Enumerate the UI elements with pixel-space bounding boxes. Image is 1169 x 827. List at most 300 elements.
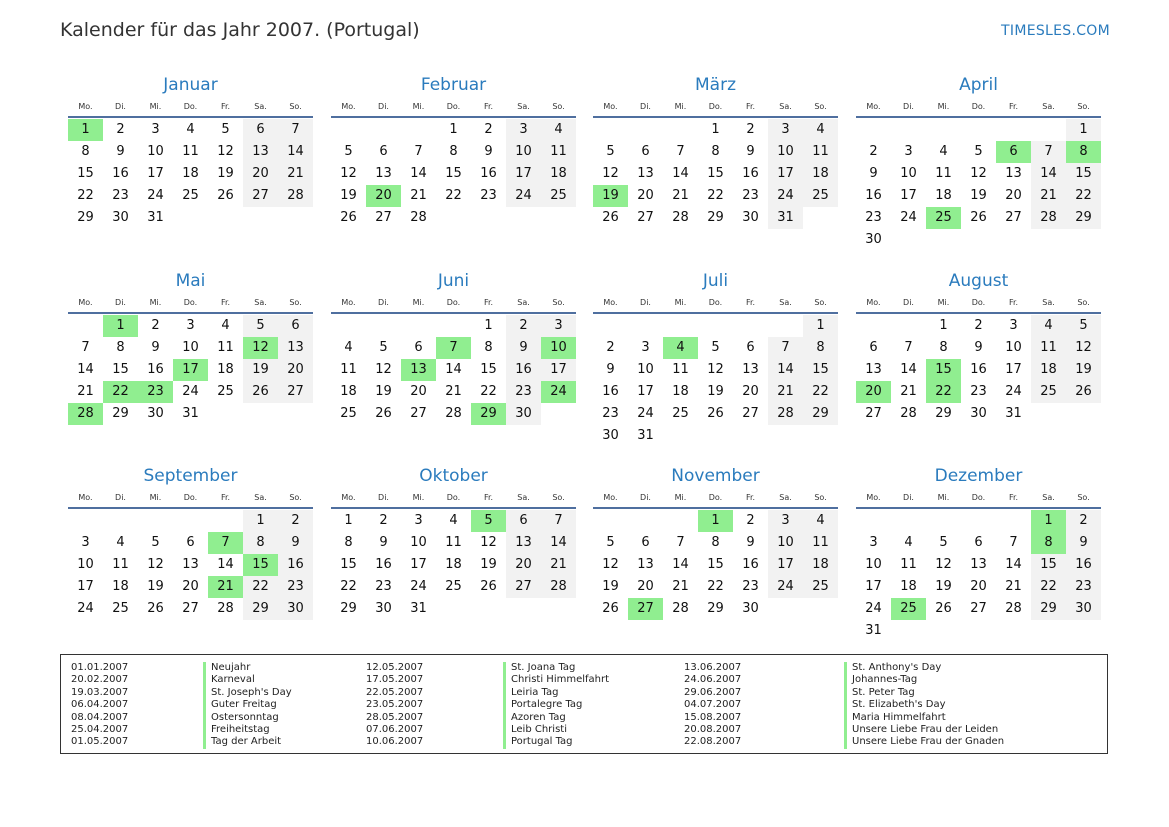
day-cell: 16 [1066,554,1101,576]
month-august [856,268,1101,425]
day-cell: 14 [278,141,313,163]
day-cell: 6 [746,340,755,355]
day-cell: 20 [410,384,427,399]
day-cell: 12 [340,166,357,181]
day-cell: 11 [217,340,234,355]
day-cell: 28 [900,406,917,421]
weekday-label: So. [814,298,827,307]
holiday-day-cell: 22 [103,381,138,403]
holiday-date: 01.01.2007 [71,662,129,673]
day-cell: 20 [506,554,541,576]
day-cell: 11 [803,141,838,163]
day-cell: 15 [112,362,129,377]
day-cell: 23 [970,384,987,399]
weekday-label: Mo. [341,493,356,502]
day-cell: 23 [480,188,497,203]
holiday-day-cell: 24 [541,381,576,403]
day-cell: 5 [939,535,948,550]
day-cell: 4 [803,119,838,141]
empty-cell [68,510,103,532]
weekday-label: Do. [971,298,986,307]
day-cell: 18 [803,554,838,576]
day-cell: 10 [506,141,541,163]
empty-cell [593,510,628,532]
day-cell: 22 [1031,576,1066,598]
empty-cell [961,119,996,141]
weekday-label: Mo. [341,102,356,111]
day-cell: 19 [602,579,619,594]
holiday-date: 29.06.2007 [684,686,742,698]
empty-cell [663,510,698,532]
day-cell: 2 [606,340,615,355]
day-cell: 1 [243,510,278,532]
weekday-label: Mi. [937,493,950,502]
weekday-header [331,294,576,314]
weekday-label: Di. [640,102,651,111]
holiday-day-cell: 8 [1066,141,1101,163]
day-cell: 28 [410,210,427,225]
day-cell: 6 [414,340,423,355]
weekday-label: Sa. [517,298,530,307]
day-cell: 3 [506,119,541,141]
day-cell: 24 [637,406,654,421]
day-cell: 24 [410,579,427,594]
weekday-label: Di. [903,298,914,307]
day-cell: 23 [375,579,392,594]
day-cell: 16 [970,362,987,377]
empty-cell [891,510,926,532]
day-cell: 29 [77,210,94,225]
month-name: Oktober [419,466,488,486]
holiday-list [60,654,1108,754]
holiday-date-column [366,662,423,749]
day-cell: 28 [672,601,689,616]
holiday-name: Leib Christi [503,724,609,736]
weekday-label: Fr. [483,298,494,307]
day-cell: 27 [742,406,759,421]
weekday-header [856,294,1101,314]
day-cell: 9 [974,340,983,355]
weekday-label: Mo. [78,102,93,111]
day-cell: 18 [803,163,838,185]
holiday-name: Ostersonntag [203,712,292,724]
empty-cell [891,315,926,337]
day-cell: 18 [445,557,462,572]
holiday-day-cell: 13 [401,359,436,381]
day-cell: 22 [445,188,462,203]
day-cell: 4 [186,122,195,137]
day-cell: 4 [939,144,948,159]
day-cell: 21 [1031,185,1066,207]
day-cell: 21 [77,384,94,399]
day-cell: 11 [900,557,917,572]
weekday-label: So. [289,102,302,111]
day-cell: 25 [217,384,234,399]
weekday-header [68,294,313,314]
day-cell: 6 [869,340,878,355]
day-cell: 22 [77,188,94,203]
holiday-day-cell: 4 [663,337,698,359]
day-cell: 16 [602,384,619,399]
holiday-day-cell: 6 [996,141,1031,163]
day-cell: 13 [375,166,392,181]
day-cell: 16 [375,557,392,572]
holiday-day-cell: 5 [471,510,506,532]
weekday-label: So. [814,493,827,502]
day-cell: 5 [221,122,230,137]
day-cell: 21 [410,188,427,203]
weekday-label: Mi. [674,102,687,111]
day-cell: 18 [935,188,952,203]
day-cell: 2 [278,510,313,532]
holiday-date: 19.03.2007 [71,686,129,698]
weekday-label: Fr. [745,298,756,307]
holiday-name-column [203,662,292,749]
holiday-day-cell: 1 [1031,510,1066,532]
day-cell: 19 [1066,359,1101,381]
day-cell: 13 [637,557,654,572]
month-name: April [959,75,998,95]
day-cell: 4 [1031,315,1066,337]
day-cell: 29 [1066,207,1101,229]
day-cell: 8 [803,337,838,359]
day-cell: 4 [803,510,838,532]
day-cell: 6 [379,144,388,159]
empty-cell [663,315,698,337]
day-cell: 19 [217,166,234,181]
day-cell: 17 [77,579,94,594]
weekday-label: Mo. [866,493,881,502]
weekday-label: So. [814,102,827,111]
holiday-date-column [684,662,741,749]
day-cell: 3 [414,513,423,528]
day-cell: 27 [1005,210,1022,225]
month-november [593,463,838,620]
day-cell: 15 [707,557,724,572]
day-cell: 22 [707,188,724,203]
day-cell: 15 [803,359,838,381]
day-cell: 29 [803,403,838,425]
day-cell: 27 [970,601,987,616]
day-cell: 6 [186,535,195,550]
weekday-header [593,294,838,314]
holiday-day-cell: 8 [1031,532,1066,554]
day-cell: 5 [344,144,353,159]
holiday-day-cell: 20 [366,185,401,207]
weekday-label: So. [552,493,565,502]
empty-cell [401,315,436,337]
day-cell: 22 [803,381,838,403]
day-cell: 9 [506,337,541,359]
day-cell: 6 [974,535,983,550]
day-cell: 9 [278,532,313,554]
holiday-date: 07.06.2007 [366,723,424,735]
day-cell: 15 [340,557,357,572]
day-cell: 8 [711,144,720,159]
day-grid [856,314,1101,425]
day-cell: 24 [768,576,803,598]
weekday-header [593,98,838,118]
day-cell: 6 [243,119,278,141]
day-cell: 20 [1005,188,1022,203]
day-cell: 30 [970,406,987,421]
holiday-name: St. Peter Tag [844,687,1004,699]
empty-cell [1031,119,1066,141]
weekday-label: Mo. [866,298,881,307]
weekday-label: Sa. [254,298,267,307]
day-cell: 3 [541,315,576,337]
empty-cell [173,510,208,532]
day-cell: 10 [900,166,917,181]
day-cell: 16 [147,362,164,377]
day-cell: 14 [672,166,689,181]
empty-cell [331,315,366,337]
day-cell: 15 [445,166,462,181]
weekday-label: Do. [708,298,723,307]
day-cell: 11 [672,362,689,377]
month-dezember [856,463,1101,642]
day-cell: 1 [344,513,353,528]
day-cell: 12 [935,557,952,572]
holiday-day-cell: 10 [541,337,576,359]
weekday-header [856,98,1101,118]
day-cell: 25 [340,406,357,421]
day-cell: 29 [1031,598,1066,620]
holiday-day-cell: 7 [436,337,471,359]
day-cell: 21 [445,384,462,399]
empty-cell [996,510,1031,532]
holiday-date: 01.05.2007 [71,736,129,748]
day-cell: 30 [147,406,164,421]
day-cell: 23 [506,381,541,403]
empty-cell [593,119,628,141]
day-cell: 7 [676,144,685,159]
holiday-day-cell: 22 [926,381,961,403]
month-name: Juli [702,271,729,291]
day-cell: 27 [637,210,654,225]
holiday-day-cell: 25 [926,207,961,229]
month-oktober [331,463,576,620]
day-cell: 4 [541,119,576,141]
day-cell: 26 [375,406,392,421]
day-cell: 25 [803,185,838,207]
day-cell: 25 [541,185,576,207]
day-cell: 28 [217,601,234,616]
day-cell: 23 [865,210,882,225]
day-cell: 14 [1005,557,1022,572]
day-cell: 26 [1066,381,1101,403]
empty-cell [926,119,961,141]
day-cell: 6 [641,535,650,550]
day-cell: 19 [340,188,357,203]
day-cell: 24 [865,601,882,616]
weekday-label: Do. [446,493,461,502]
weekday-label: Di. [640,298,651,307]
holiday-day-cell: 28 [68,403,103,425]
day-cell: 12 [602,557,619,572]
holiday-name: Portalegre Tag [503,699,609,711]
month-märz [593,72,838,229]
empty-cell [593,315,628,337]
holiday-date: 22.05.2007 [366,686,424,698]
day-grid [593,509,838,620]
day-cell: 8 [939,340,948,355]
day-cell: 13 [182,557,199,572]
weekday-label: Mi. [412,493,425,502]
day-cell: 19 [375,384,392,399]
day-cell: 11 [541,141,576,163]
page-title: Kalender für das Jahr 2007. (Portugal) [60,19,420,41]
day-cell: 8 [243,532,278,554]
day-cell: 9 [869,166,878,181]
weekday-label: Do. [446,102,461,111]
empty-cell [926,510,961,532]
day-cell: 17 [506,163,541,185]
day-cell: 3 [768,510,803,532]
empty-cell [768,315,803,337]
day-cell: 8 [484,340,493,355]
day-cell: 8 [449,144,458,159]
empty-cell [331,119,366,141]
day-cell: 17 [900,188,917,203]
weekday-label: Do. [708,102,723,111]
weekday-label: Mo. [603,102,618,111]
day-cell: 20 [637,579,654,594]
day-cell: 31 [865,623,882,638]
holiday-name-column [844,662,1004,749]
day-cell: 1 [1066,119,1101,141]
day-cell: 3 [151,122,160,137]
weekday-label: So. [1077,298,1090,307]
day-cell: 31 [1005,406,1022,421]
day-grid [68,314,313,425]
day-cell: 14 [672,557,689,572]
weekday-label: Sa. [1042,493,1055,502]
day-cell: 2 [379,513,388,528]
empty-cell [138,510,173,532]
holiday-day-cell: 7 [208,532,243,554]
day-cell: 16 [506,359,541,381]
day-cell: 14 [768,359,803,381]
holiday-date: 20.02.2007 [71,674,129,686]
month-name: August [948,271,1009,291]
brand-logo[interactable]: TIMESLES.COM [1001,23,1110,39]
day-cell: 6 [278,315,313,337]
holiday-name: St. Joseph's Day [203,687,292,699]
weekday-header [331,98,576,118]
holiday-day-cell: 15 [243,554,278,576]
month-name: März [695,75,736,95]
weekday-label: Sa. [1042,102,1055,111]
weekday-label: Mo. [78,493,93,502]
holiday-date: 22.08.2007 [684,736,742,748]
weekday-label: Do. [183,102,198,111]
empty-cell [366,315,401,337]
weekday-label: Mi. [149,102,162,111]
day-cell: 1 [939,318,948,333]
day-cell: 26 [935,601,952,616]
day-cell: 11 [182,144,199,159]
month-april [856,72,1101,251]
day-grid [68,509,313,620]
day-cell: 20 [742,384,759,399]
day-cell: 23 [1066,576,1101,598]
month-name: Januar [163,75,218,95]
day-cell: 11 [112,557,129,572]
day-cell: 30 [742,601,759,616]
empty-cell [103,510,138,532]
day-cell: 26 [147,601,164,616]
day-cell: 7 [676,535,685,550]
weekday-header [68,489,313,509]
month-mai [68,268,313,425]
day-cell: 26 [243,381,278,403]
weekday-label: Mo. [866,102,881,111]
holiday-name: St. Anthony's Day [844,662,1004,674]
day-cell: 13 [243,141,278,163]
holiday-day-cell: 27 [628,598,663,620]
day-cell: 18 [900,579,917,594]
day-cell: 30 [1066,598,1101,620]
weekday-label: So. [1077,493,1090,502]
day-cell: 5 [606,535,615,550]
day-cell: 18 [217,362,234,377]
day-cell: 20 [243,163,278,185]
month-name: November [671,466,760,486]
day-cell: 3 [641,340,650,355]
holiday-date: 24.06.2007 [684,674,742,686]
day-cell: 26 [602,601,619,616]
weekday-label: Di. [903,102,914,111]
day-cell: 6 [641,144,650,159]
day-cell: 14 [217,557,234,572]
weekday-label: Sa. [517,102,530,111]
holiday-date: 10.06.2007 [366,736,424,748]
day-cell: 30 [602,428,619,443]
day-cell: 9 [484,144,493,159]
holiday-name: Christi Himmelfahrt [503,674,609,686]
day-cell: 2 [869,144,878,159]
day-cell: 21 [672,188,689,203]
day-cell: 21 [768,381,803,403]
empty-cell [628,119,663,141]
day-cell: 19 [935,579,952,594]
day-cell: 26 [707,406,724,421]
day-cell: 12 [970,166,987,181]
day-cell: 4 [344,340,353,355]
day-cell: 15 [77,166,94,181]
day-cell: 24 [1005,384,1022,399]
holiday-name: Maria Himmelfahrt [844,712,1004,724]
day-cell: 10 [768,532,803,554]
day-cell: 28 [278,185,313,207]
holiday-name-column [503,662,609,749]
day-cell: 14 [410,166,427,181]
day-cell: 3 [904,144,913,159]
day-cell: 27 [506,576,541,598]
day-cell: 19 [970,188,987,203]
day-cell: 7 [414,144,423,159]
day-cell: 8 [344,535,353,550]
day-cell: 17 [637,384,654,399]
day-grid [856,509,1101,642]
day-cell: 18 [340,384,357,399]
day-cell: 14 [1031,163,1066,185]
day-cell: 28 [1031,207,1066,229]
day-cell: 22 [707,579,724,594]
day-cell: 1 [484,318,493,333]
day-cell: 16 [742,166,759,181]
